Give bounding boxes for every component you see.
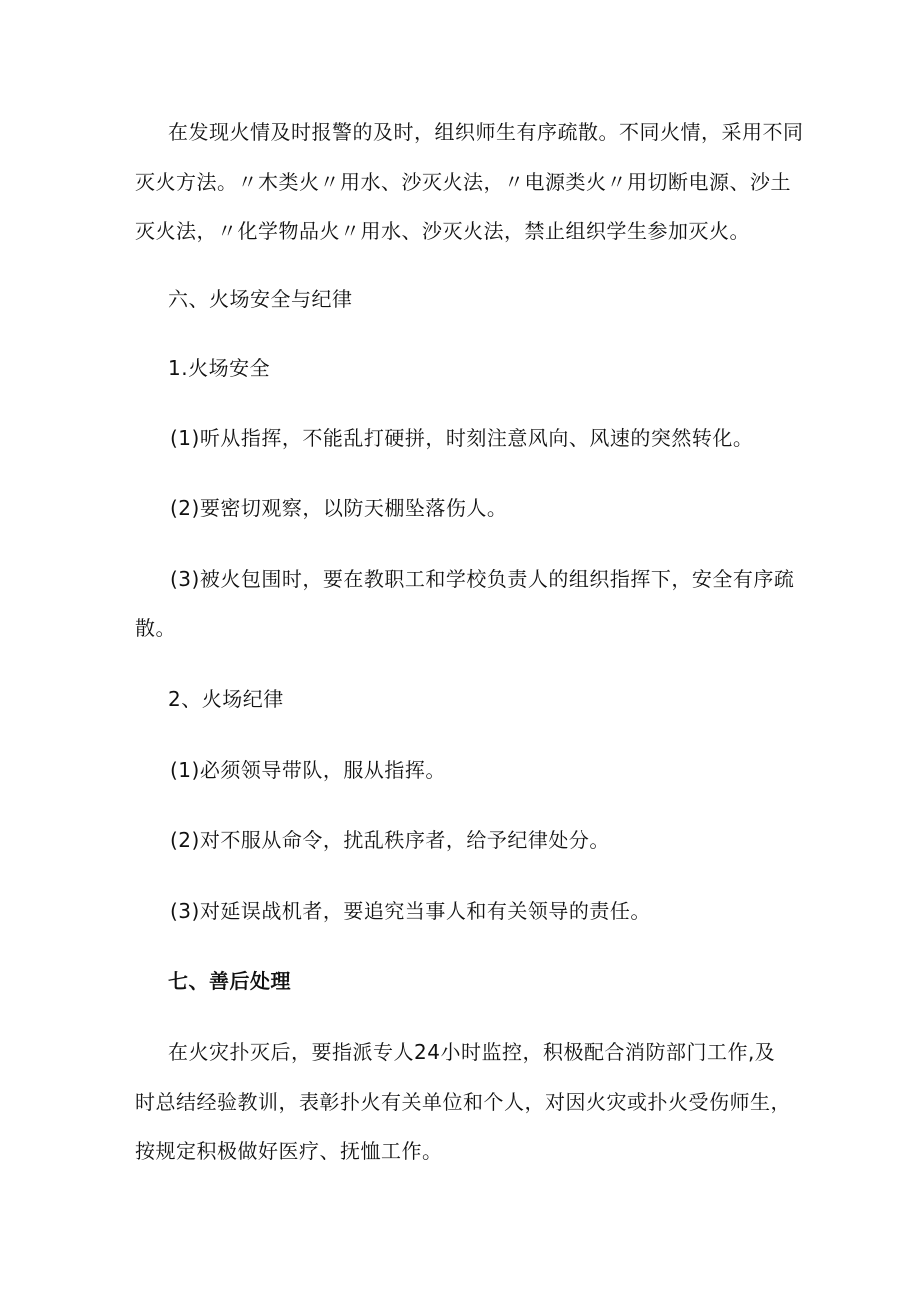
fire-discipline-item-1: (1)必须领导带队，服从指挥。 <box>170 758 446 782</box>
aftermath-paragraph-line-3: 按规定积极做好医疗、抚恤工作。 <box>135 1139 443 1163</box>
paragraph-fire-response-line-3: 灭火法，〃化学物品火〃用水、沙灭火法，禁止组织学生参加灭火。 <box>135 219 750 243</box>
paragraph-fire-response-line-2: 灭火方法。〃木类火〃用水、沙灭火法，〃电源类火〃用切断电源、沙土 <box>135 170 791 194</box>
fire-safety-item-3-line-2: 散。 <box>135 616 176 640</box>
section-seven-heading: 七、善后处理 <box>168 969 291 993</box>
fire-safety-item-1: (1)听从指挥，不能乱打硬拼，时刻注意风向、风速的突然转化。 <box>170 426 754 450</box>
fire-discipline-item-2: (2)对不服从命令，扰乱秩序者，给予纪律处分。 <box>170 828 610 852</box>
fire-safety-item-2: (2)要密切观察，以防天棚坠落伤人。 <box>170 496 508 520</box>
subsection-fire-discipline-heading: 2、火场纪律 <box>168 687 284 711</box>
aftermath-paragraph-line-1: 在火灾扑灭后，要指派专人24小时监控，积极配合消防部门工作,及 <box>168 1040 776 1064</box>
fire-discipline-item-3: (3)对延误战机者，要追究当事人和有关领导的责任。 <box>170 899 651 923</box>
aftermath-paragraph-line-2: 时总结经验教训，表彰扑火有关单位和个人，对因火灾或扑火受伤师生， <box>135 1090 791 1114</box>
paragraph-fire-response-line-1: 在发现火情及时报警的及时，组织师生有序疏散。不同火情，采用不同 <box>168 120 804 144</box>
section-six-heading: 六、火场安全与纪律 <box>168 287 353 311</box>
subsection-fire-safety-heading: 1.火场安全 <box>168 356 271 380</box>
fire-safety-item-3-line-1: (3)被火包围时，要在教职工和学校负责人的组织指挥下，安全有序疏 <box>170 567 795 591</box>
